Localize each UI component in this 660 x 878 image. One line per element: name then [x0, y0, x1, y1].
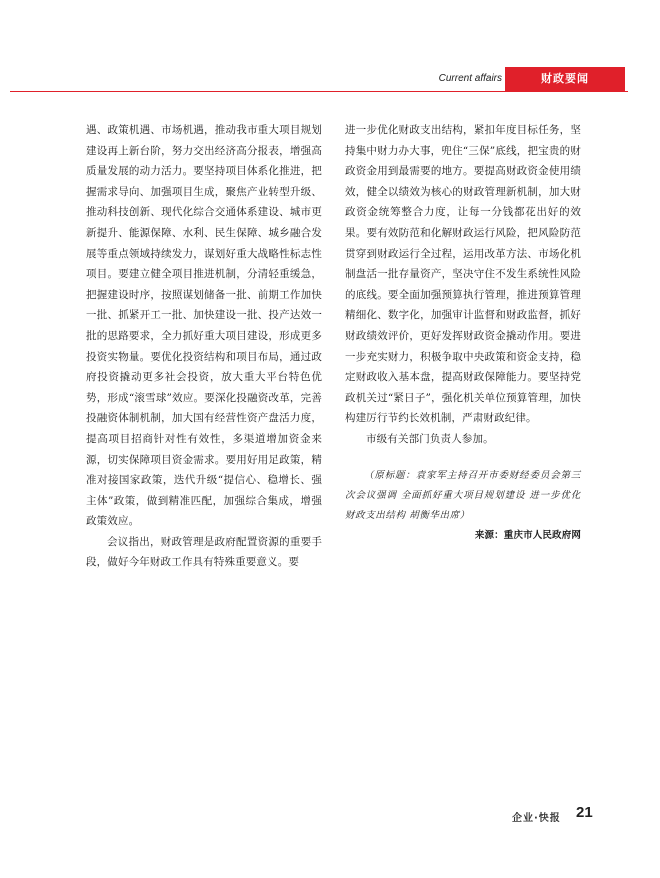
section-title-en: Current affairs: [438, 73, 502, 84]
right-paragraph-2: 市级有关部门负责人参加。: [366, 432, 494, 445]
left-paragraph-2: 会议指出，财政管理是政府配置资源的重要手段，做好今年财政工作具有特殊重要意义。要: [86, 535, 322, 569]
original-title-note: （原标题：袁家军主持召开市委财经委员会第三次会议强调 全面抓好重大项目规划建设 进一步优化财政支出结构 胡衡华出席）: [345, 469, 581, 521]
right-paragraph-1: 进一步优化财政支出结构，紧扣年度目标任务，坚持集中财力办大事，兜住“三保”底线，把宝贵的财政资金用到最需要的地方。要提高财政资金使用绩效，健全以绩效为核心的财政管理新机制，加大财政资金统筹整合力度，让每一分钱都花出好的效果。要有效防范和化解财政运行风险，把风险防范贯穿到财政运行全过程，运用改革方法、市场化机制盘活一批存量资产，坚决守住不发生系统性风险的底线。要全面加强预算执行管理，推进预算管理精细化、数字化，加强审计监督和财政监督，抓好财政绩效评价，更好发挥财政资金撬动作用。要进一步充实财力，积极争取中央政策和资金支持，稳定财政收入基本盘，提高财政保障能力。要坚持党政机关过“紧日子”，强化机关单位预算管理，加快构建厉行节约长效机制，严肃财政纪律。: [345, 124, 581, 425]
page-number: 21: [576, 804, 593, 821]
magazine-name: 企业·快报: [512, 813, 561, 824]
section-title-zh: 财政要闻: [505, 67, 625, 91]
source-credit: 来源：重庆市人民政府网: [474, 529, 581, 541]
left-column: [86, 120, 322, 573]
left-paragraph-1: 遇、政策机遇、市场机遇，推动我市重大项目规划建设再上新台阶，努力交出经济高分报表，增强高质量发展的动力活力。要坚持项目体系化推进，把握需求导向、加强项目生成，聚焦产业转型升级、推动科技创新、现代化综合交通体系建设、城市更新提升、能源保障、水利、民生保障、城乡融合发展等重点领域持续发力，谋划好重大战略性标志性项目。要建立健全项目推进机制，分清轻重缓急，把握建设时序，按照谋划储备一批、前期工作加快一批、抓紧开工一批、加快建设一批、投产达效一批的思路要求，全力抓好重大项目建设，形成更多投资实物量。要优化投资结构和项目布局，通过政府投资撬动更多社会投资，放大重大平台特色优势，形成“滚雪球”效应。要深化投融资改革，完善投融资体制机制，加大国有经营性资产盘活力度，提高项目招商针对性有效性，多渠道增加资金来源，切实保障项目资金需求。要用好用足政策，精准对接国家政策，迭代升级“提信心、稳增长、强主体”政策，做到精准匹配，加强综合集成，增强政策效应。: [86, 124, 322, 528]
header-rule: [10, 91, 628, 92]
right-column: [345, 120, 581, 546]
